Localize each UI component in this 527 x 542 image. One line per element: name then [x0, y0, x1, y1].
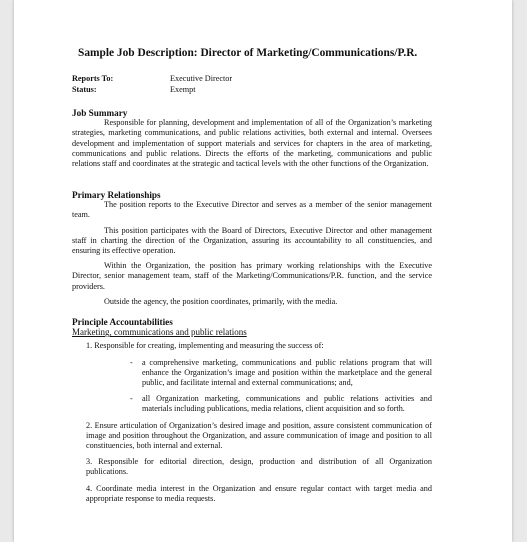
principle-subheading: Marketing, communications and public relations [72, 327, 247, 338]
job-summary-heading: Job Summary [72, 108, 128, 118]
accountability-item-1: 1. Responsible for creating, implementing and measuring the success of: [86, 341, 324, 351]
accountability-item-4: 4. Coordinate media interest in the Organization and ensure regular contact with target media and appropriate response to media requests. [86, 483, 432, 503]
primary-relationships-p2: This position participates with the Board of Directors, Executive Director and other management staff in charting the direction of the Organization, assuring its accountability to all constituencies, and ensuring its effective operation. [72, 225, 432, 256]
meta-value: Executive Director [170, 74, 233, 83]
dash-marker: - [130, 357, 133, 367]
document-title: Sample Job Description: Director of Marketing/Communications/P.R. [78, 47, 418, 59]
accountability-item-1b [72, 394, 432, 414]
meta-label: Status: [72, 85, 97, 94]
meta-value: Exempt [170, 85, 196, 94]
meta-label: Reports To: [72, 74, 114, 83]
principle-heading: Principle Accountabilities [72, 317, 173, 327]
job-summary-text: Responsible for planning, development and implementation of all of the Organization’s marketing strategies, marketing communications, and public relations activities, both external and internal. Oversees development and implementation of support materials and services for chapters in the area of marketing, communications and public relations. Directs the efforts of the marketing, communications and public relations staff and coordinates at the strategic and tactical levels with the other functions of the Organization. [72, 118, 432, 169]
meta-block [72, 73, 232, 95]
accountability-item-3: 3. Responsible for editorial direction, design, production and distribution of all Organization publications. [86, 457, 432, 477]
meta-row-status [72, 84, 232, 95]
primary-relationships-p4: Outside the agency, the position coordinates, primarily, with the media. [104, 296, 338, 306]
principle-accountabilities-section [72, 317, 432, 504]
meta-row-reports-to [72, 73, 232, 84]
job-summary-section [72, 108, 432, 169]
primary-relationships-p3: Within the Organization, the position has primary working relationships with the Executive Director, senior management team, staff of the Marketing/Communications/P.R. function, and the service providers. [72, 261, 432, 291]
accountability-item-1b-text: all Organization marketing, communications and public relations activities and materials including publications, media relations, client acquisition and so forth. [142, 394, 432, 414]
primary-relationships-heading: Primary Relationships [72, 190, 161, 200]
primary-relationships-section [72, 190, 432, 307]
accountability-item-1a-text: a comprehensive marketing, communications and public relations program that will enhance the Organization’s image and position within the marketplace and the general public, and facilitate internal and external communications; and, [142, 357, 432, 388]
primary-relationships-p1: The position reports to the Executive Director and serves as a member of the senior management team. [72, 200, 432, 220]
accountability-item-1a [72, 358, 432, 389]
dash-marker: - [130, 394, 133, 404]
accountability-item-2: 2. Ensure articulation of Organization’s desired image and position, assure consistent communication of image and position throughout the Organization, and assure communication of image and position to all constituencies, both internal and external. [86, 420, 432, 451]
